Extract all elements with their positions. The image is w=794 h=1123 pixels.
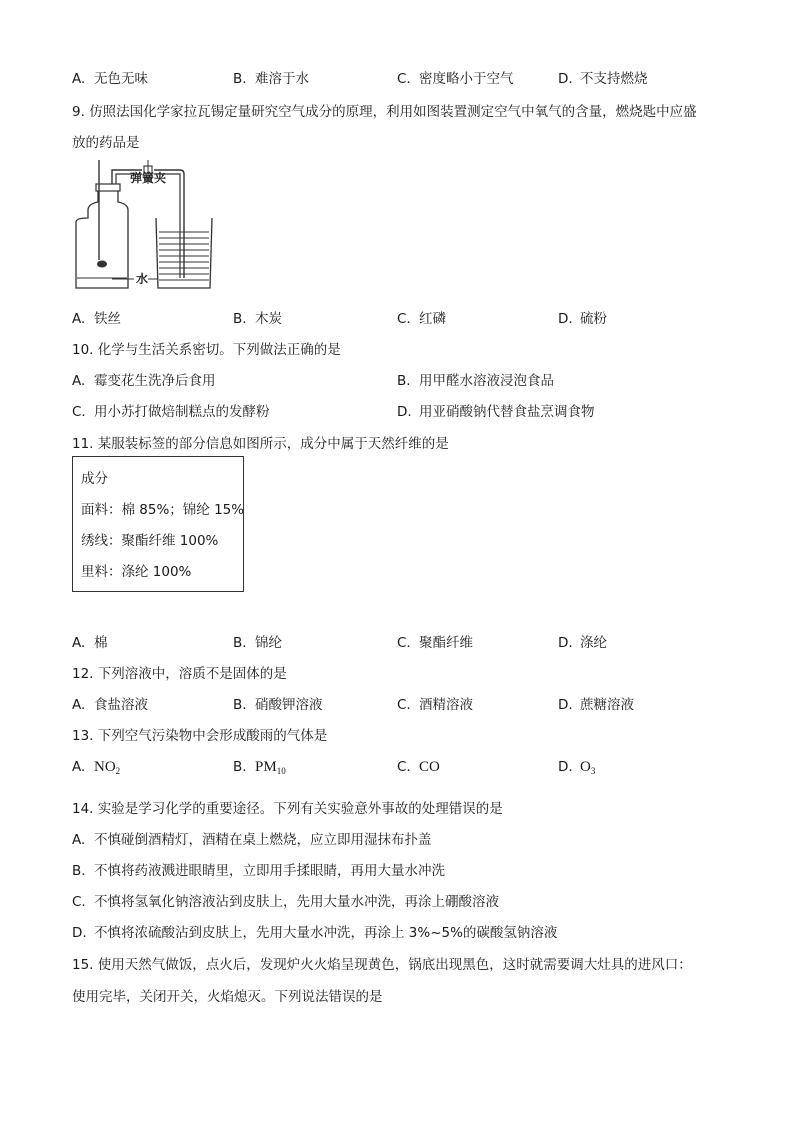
q14-option-b: B. 不慎将药液溅进眼睛里，立即用手揉眼睛，再用大量水冲洗 — [72, 863, 445, 879]
q13-option-b: B. $PM_{10}$ — [233, 759, 286, 776]
q11-option-b: B. 锦纶 — [233, 635, 282, 651]
spoon-bowl — [97, 261, 107, 268]
clip-label: 弹簧夹 — [130, 171, 167, 185]
label-title: 成分 — [81, 471, 108, 487]
q8-option-d: D. 不支持燃烧 — [558, 71, 648, 87]
q12-option-d: D. 蔗糖溶液 — [558, 697, 634, 713]
q13-option-d: D. $O_3$ — [558, 759, 596, 776]
q10-option-a: A. 霉变花生洗净后食用 — [72, 373, 216, 389]
gas-bottle-shape — [76, 190, 128, 288]
q11-option-d: D. 涤纶 — [558, 635, 607, 651]
q9-apparatus-figure — [72, 160, 222, 295]
q11-stem: 11. 某服装标签的部分信息如图所示，成分中属于天然纤维的是 — [72, 436, 449, 452]
q14-stem: 14. 实验是学习化学的重要途径。下列有关实验意外事故的处理错误的是 — [72, 801, 503, 817]
q10-option-c: C. 用小苏打做焙制糕点的发酵粉 — [72, 404, 270, 420]
q9-option-c: C. 红磷 — [397, 311, 446, 327]
label-lining: 里料：涤纶 100% — [81, 564, 192, 580]
q14-option-d: D. 不慎将浓硫酸沾到皮肤上，先用大量水冲洗，再涂上 3%~5%的碳酸氢钠溶液 — [72, 925, 558, 941]
q9-option-d: D. 硫粉 — [558, 311, 607, 327]
q9-option-b: B. 木炭 — [233, 311, 282, 327]
q8-option-b: B. 难溶于水 — [233, 71, 309, 87]
q10-stem: 10. 化学与生活关系密切。下列做法正确的是 — [72, 342, 341, 358]
q14-option-c: C. 不慎将氢氧化钠溶液沾到皮肤上，先用大量水冲洗，再涂上硼酸溶液 — [72, 894, 499, 910]
q15-stem-line1: 15. 使用天然气做饭，点火后，发现炉火火焰呈现黄色，锅底出现黑色，这时就需要调大灶具的进风口： — [72, 957, 692, 973]
q13-option-a: A. $NO_2$ — [72, 759, 121, 776]
q9-stem-line2: 放的药品是 — [72, 135, 140, 151]
q10-option-b: B. 用甲醛水溶液浸泡食品 — [397, 373, 554, 389]
q10-option-d: D. 用亚硝酸钠代替食盐烹调食物 — [397, 404, 595, 420]
q14-option-a: A. 不慎碰倒酒精灯，酒精在桌上燃烧，应立即用湿抹布扑盖 — [72, 832, 432, 848]
q11-option-a: A. 棉 — [72, 635, 108, 651]
q15-stem-line2: 使用完毕，关闭开关，火焰熄灭。下列说法错误的是 — [72, 989, 383, 1005]
q8-option-c: C. 密度略小于空气 — [397, 71, 514, 87]
q11-option-c: C. 聚酯纤维 — [397, 635, 473, 651]
q12-option-b: B. 硝酸钾溶液 — [233, 697, 323, 713]
q8-option-a: A. 无色无味 — [72, 71, 148, 87]
q9-stem-line1: 9. 仿照法国化学家拉瓦锡定量研究空气成分的原理，利用如图装置测定空气中氧气的含量，燃烧匙中应盛 — [72, 104, 697, 120]
q12-option-a: A. 食盐溶液 — [72, 697, 148, 713]
clothing-label-box — [72, 456, 244, 592]
label-fabric: 面料：棉 85%；锦纶 15% — [81, 502, 245, 518]
q13-stem: 13. 下列空气污染物中会形成酸雨的气体是 — [72, 728, 328, 744]
q9-option-a: A. 铁丝 — [72, 311, 121, 327]
q12-stem: 12. 下列溶液中，溶质不是固体的是 — [72, 666, 287, 682]
q13-option-c: C. CO — [397, 759, 440, 775]
label-thread: 绣线：聚酯纤维 100% — [81, 533, 219, 549]
q12-option-c: C. 酒精溶液 — [397, 697, 473, 713]
water-label: 水 — [136, 272, 149, 286]
